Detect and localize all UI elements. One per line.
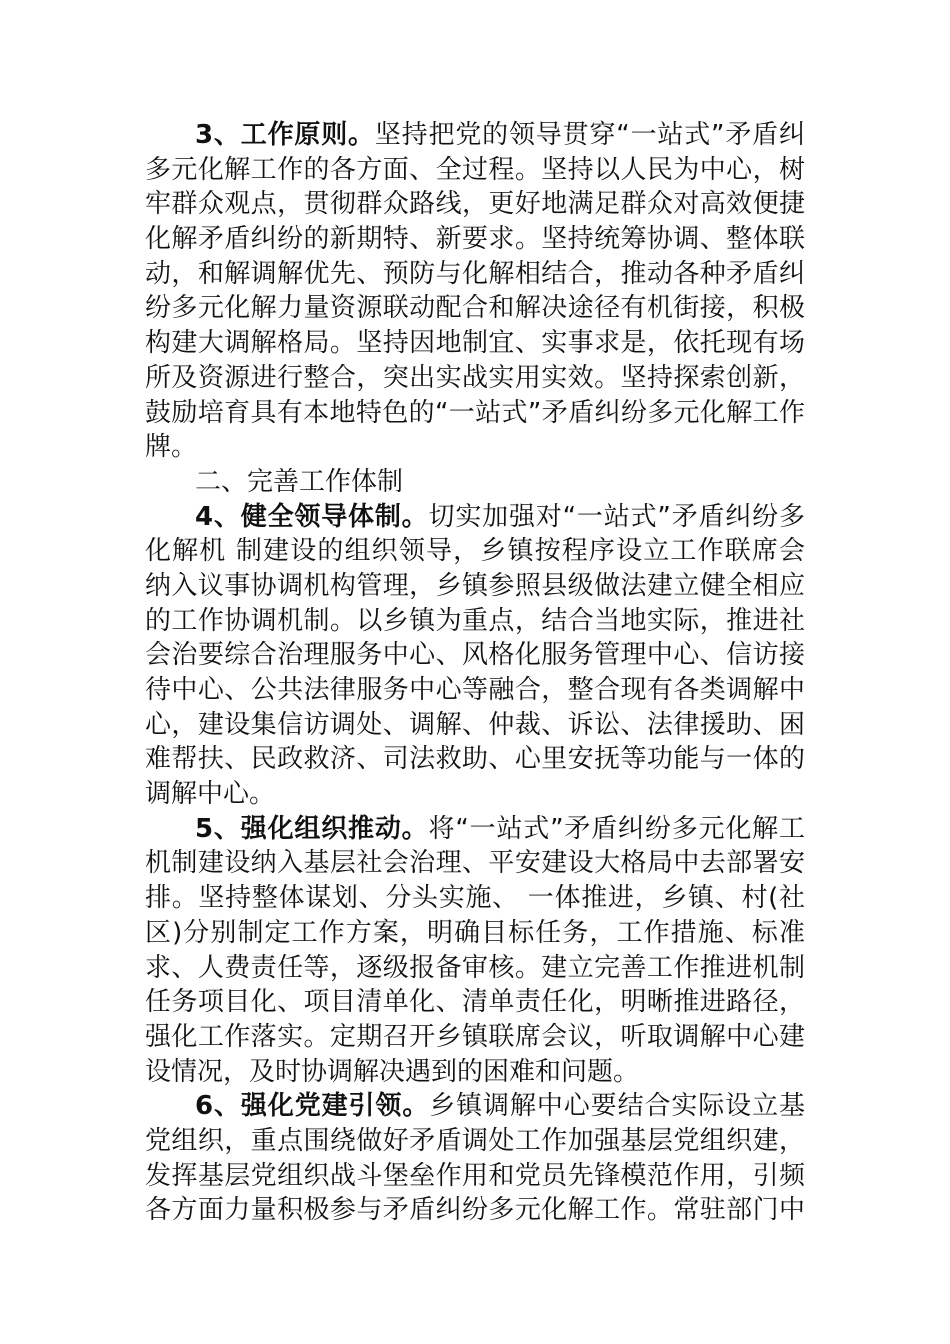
text-line	[145, 1020, 805, 1055]
text-line	[145, 638, 805, 673]
line-text: 强化工作落实。定期召开乡镇联席会议，听取调解中心建	[145, 1021, 805, 1052]
line-text: 设情况，及时协调解决遇到的困难和问题。	[145, 1056, 640, 1087]
text-line	[145, 465, 805, 500]
line-text: 切实加强对“一站式”矛盾纠纷多	[428, 501, 805, 532]
text-line	[145, 1159, 805, 1194]
text-line	[145, 361, 805, 396]
line-text: 动，和解调解优先、预防与化解相结合，推动各种矛盾纠	[145, 258, 805, 289]
text-line	[145, 777, 805, 812]
line-text: 鼓励培育具有本地特色的“一站式”矛盾纠纷多元化解工作	[145, 397, 805, 428]
text-line	[145, 430, 805, 465]
line-text: 纷多元化解力量资源联动配合和解决途径有机街接，积极	[145, 293, 805, 324]
text-line	[145, 708, 805, 743]
line-text: 任务项目化、项目清单化、清单责任化，明晰推进路径，	[145, 987, 805, 1018]
document-body	[145, 118, 805, 1228]
line-text: 纳入议事协调机构管理，乡镇参照县级做法建立健全相应	[145, 570, 805, 601]
text-line	[145, 1124, 805, 1159]
text-line	[145, 1055, 805, 1090]
line-text: 二、完善工作体制	[195, 466, 404, 497]
text-line	[145, 742, 805, 777]
text-line	[145, 604, 805, 639]
line-text: 多元化解工作的各方面、全过程。坚持以人民为中心，树	[145, 154, 805, 185]
text-line	[145, 569, 805, 604]
line-text: 难帮扶、民政救济、司法救助、心里安抚等功能与一体的	[145, 744, 805, 775]
line-text: 党组织，重点围绕做好矛盾调处工作加强基层党组织建，	[145, 1125, 805, 1156]
line-text: 牢群众观点，贯彻群众路线，更好地满足群众对高效便捷	[145, 189, 805, 220]
text-line	[145, 257, 805, 292]
line-text: 将“一站式”矛盾纠纷多元化解工	[428, 813, 805, 844]
line-text: 机制建设纳入基层社会治理、平安建设大格局中去部署安	[145, 848, 805, 879]
text-line	[145, 812, 805, 847]
section-heading: 5、强化组织推动。	[195, 813, 429, 844]
line-text: 化解机 制建设的组织领导，乡镇按程序设立工作联席会	[145, 536, 805, 567]
text-line	[145, 951, 805, 986]
line-text: 化解矛盾纠纷的新期特、新要求。坚持统筹协调、整体联	[145, 224, 805, 255]
text-line	[145, 881, 805, 916]
text-line	[145, 1193, 805, 1228]
line-text: 发挥基层党组织战斗堡垒作用和党员先锋模范作用，引频	[145, 1160, 805, 1191]
line-text: 各方面力量积极参与矛盾纠纷多元化解工作。常驻部门中	[145, 1195, 805, 1226]
text-line	[145, 846, 805, 881]
section-heading: 4、健全领导体制。	[195, 501, 429, 532]
line-text: 会治要综合治理服务中心、风格化服务管理中心、信访接	[145, 640, 805, 671]
text-line	[145, 396, 805, 431]
line-text: 待中心、公共法律服务中心等融合，整合现有各类调解中	[145, 675, 805, 705]
text-line	[145, 985, 805, 1020]
text-line	[145, 326, 805, 361]
line-text: 牌。	[145, 432, 198, 463]
line-text: 所及资源进行整合，突出实战实用实效。坚持探索创新，	[145, 362, 805, 393]
section-heading: 6、强化党建引领。	[195, 1091, 430, 1122]
section-heading: 3、工作原则。	[195, 120, 375, 150]
line-text: 区)分别制定工作方案，明确目标任务，工作措施、标准	[145, 917, 805, 948]
line-text: 心，建设集信访调处、调解、仲裁、诉讼、法律援助、困	[145, 709, 805, 740]
line-text: 调解中心。	[145, 779, 276, 810]
line-text: 求、人费责任等，逐级报备审核。建立完善工作推进机制	[145, 952, 805, 983]
text-line	[145, 118, 805, 153]
line-text: 坚持把党的领导贯穿“一站式”矛盾纠	[374, 120, 805, 150]
text-line	[145, 500, 805, 535]
text-line	[145, 673, 805, 708]
text-line	[145, 916, 805, 951]
text-line	[145, 1089, 805, 1124]
line-text: 构建大调解格局。坚持因地制宜、实事求是，依托现有场	[145, 328, 805, 359]
text-line	[145, 291, 805, 326]
line-text: 的工作协调机制。以乡镇为重点，结合当地实际，推进社	[145, 605, 805, 636]
line-text: 排。坚持整体谋划、分头实施、 一体推进，乡镇、村(社	[145, 883, 805, 914]
line-text: 乡镇调解中心要结合实际设立基	[429, 1091, 805, 1122]
text-line	[145, 534, 805, 569]
text-line	[145, 187, 805, 222]
text-line	[145, 222, 805, 257]
text-line	[145, 153, 805, 188]
